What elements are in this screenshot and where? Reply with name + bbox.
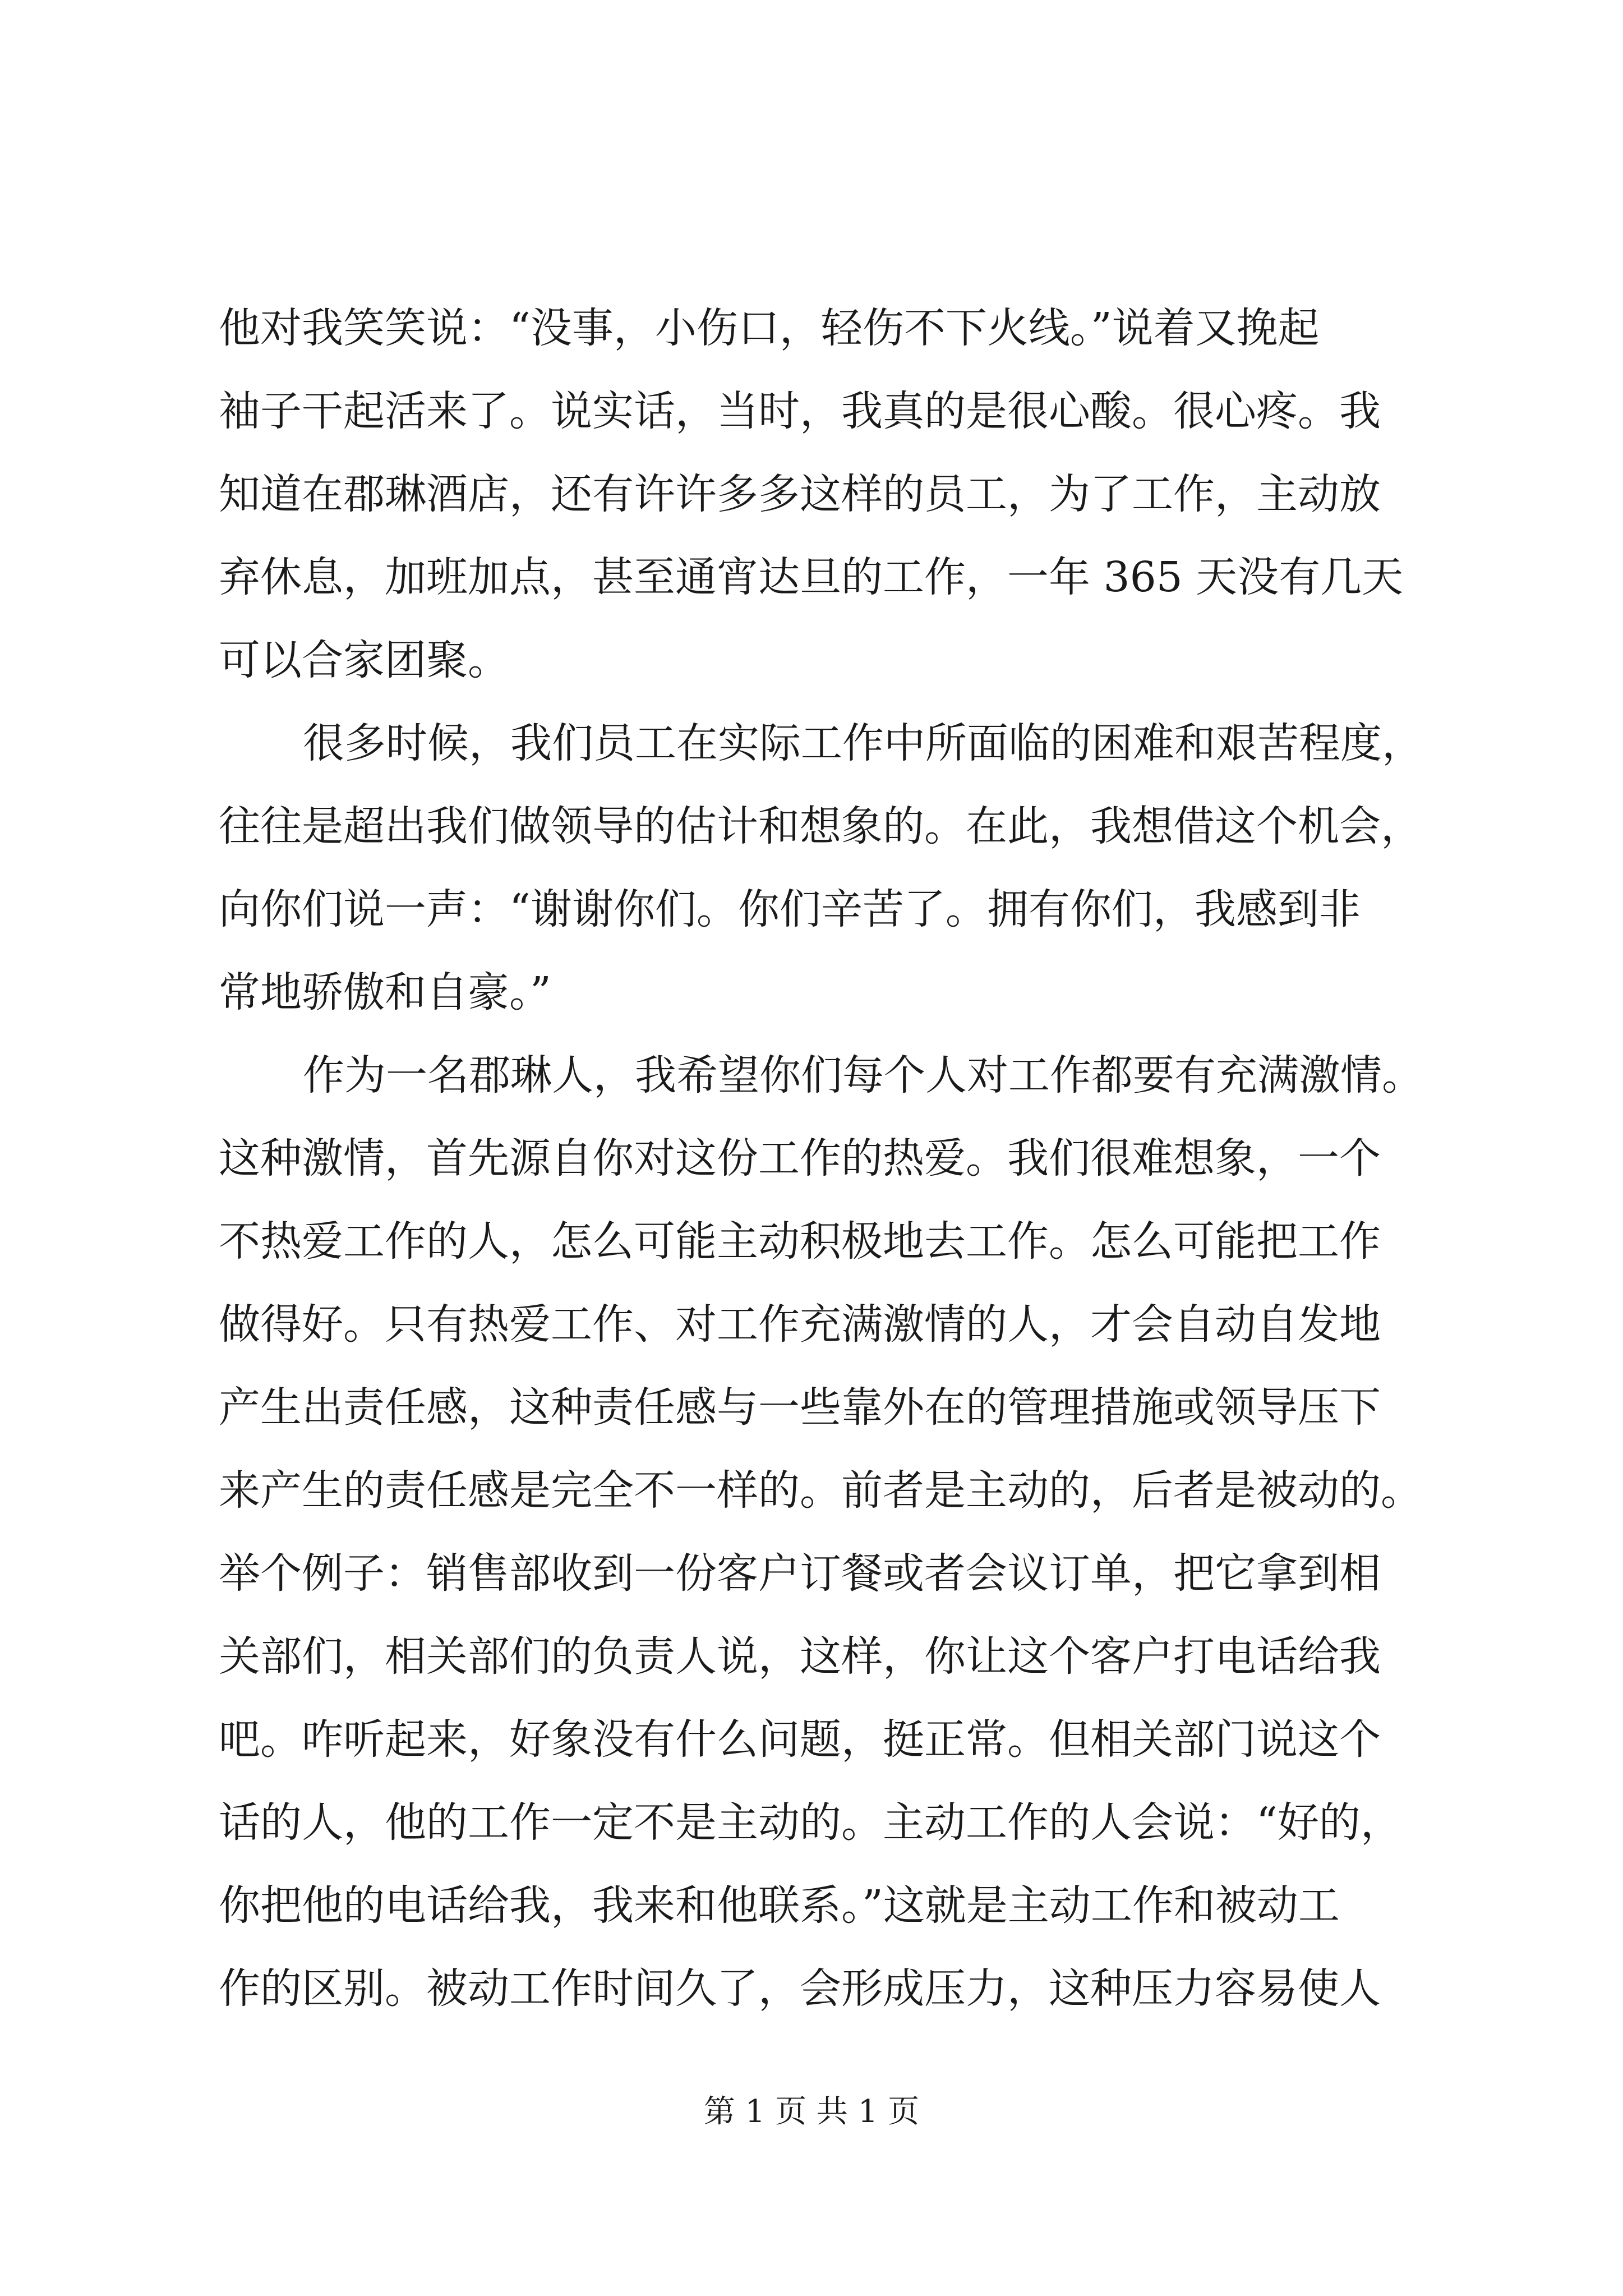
document-body — [219, 297, 1423, 2041]
text-line: 常地骄傲和自豪。” — [219, 968, 551, 1016]
text-line: 弃休息，加班加点，甚至通宵达旦的工作，一年 365 天没有几天 — [219, 553, 1404, 601]
text-line: 作的区别。被动工作时间久了，会形成压力，这种压力容易使人 — [219, 1964, 1381, 2013]
text-line: 作为一名郡琳人，我希望你们每个人对工作都要有充满激情。 — [303, 1051, 1423, 1099]
text-line: 向你们说一声：“谢谢你们。你们辛苦了。拥有你们，我感到非 — [219, 885, 1361, 933]
text-line: 可以合家团聚。 — [219, 636, 509, 684]
text-line: 话的人，他的工作一定不是主动的。主动工作的人会说：“好的， — [219, 1798, 1402, 1847]
text-line: 不热爱工作的人，怎么可能主动积极地去工作。怎么可能把工作 — [219, 1217, 1381, 1266]
text-line: 往往是超出我们做领导的估计和想象的。在此，我想借这个机会， — [219, 802, 1422, 850]
text-line: 举个例子：销售部收到一份客户订餐或者会议订单，把它拿到相 — [219, 1549, 1381, 1598]
text-line: 知道在郡琳酒店，还有许许多多这样的员工，为了工作，主动放 — [219, 470, 1381, 518]
text-line: 做得好。只有热爱工作、对工作充满激情的人，才会自动自发地 — [219, 1300, 1381, 1349]
page-footer: 第 1 页 共 1 页 — [703, 2093, 920, 2130]
text-line: 很多时候，我们员工在实际工作中所面临的困难和艰苦程度， — [303, 719, 1423, 767]
text-line: 产生出责任感，这种责任感与一些靠外在的管理措施或领导压下 — [219, 1383, 1381, 1432]
text-line: 这种激情，首先源自你对这份工作的热爱。我们很难想象，一个 — [219, 1134, 1381, 1182]
text-line: 他对我笑笑说：“没事，小伤口，轻伤不下火线。”说着又挽起 — [219, 304, 1320, 352]
text-line: 你把他的电话给我，我来和他联系。”这就是主动工作和被动工 — [219, 1881, 1340, 1930]
text-line: 来产生的责任感是完全不一样的。前者是主动的，后者是被动的。 — [219, 1466, 1422, 1515]
text-line: 关部们，相关部们的负责人说，这样，你让这个客户打电话给我 — [219, 1632, 1381, 1681]
text-line: 袖子干起活来了。说实话，当时，我真的是很心酸。很心疼。我 — [219, 387, 1381, 435]
text-line: 吧。咋听起来，好象没有什么问题，挺正常。但相关部门说这个 — [219, 1715, 1381, 1764]
